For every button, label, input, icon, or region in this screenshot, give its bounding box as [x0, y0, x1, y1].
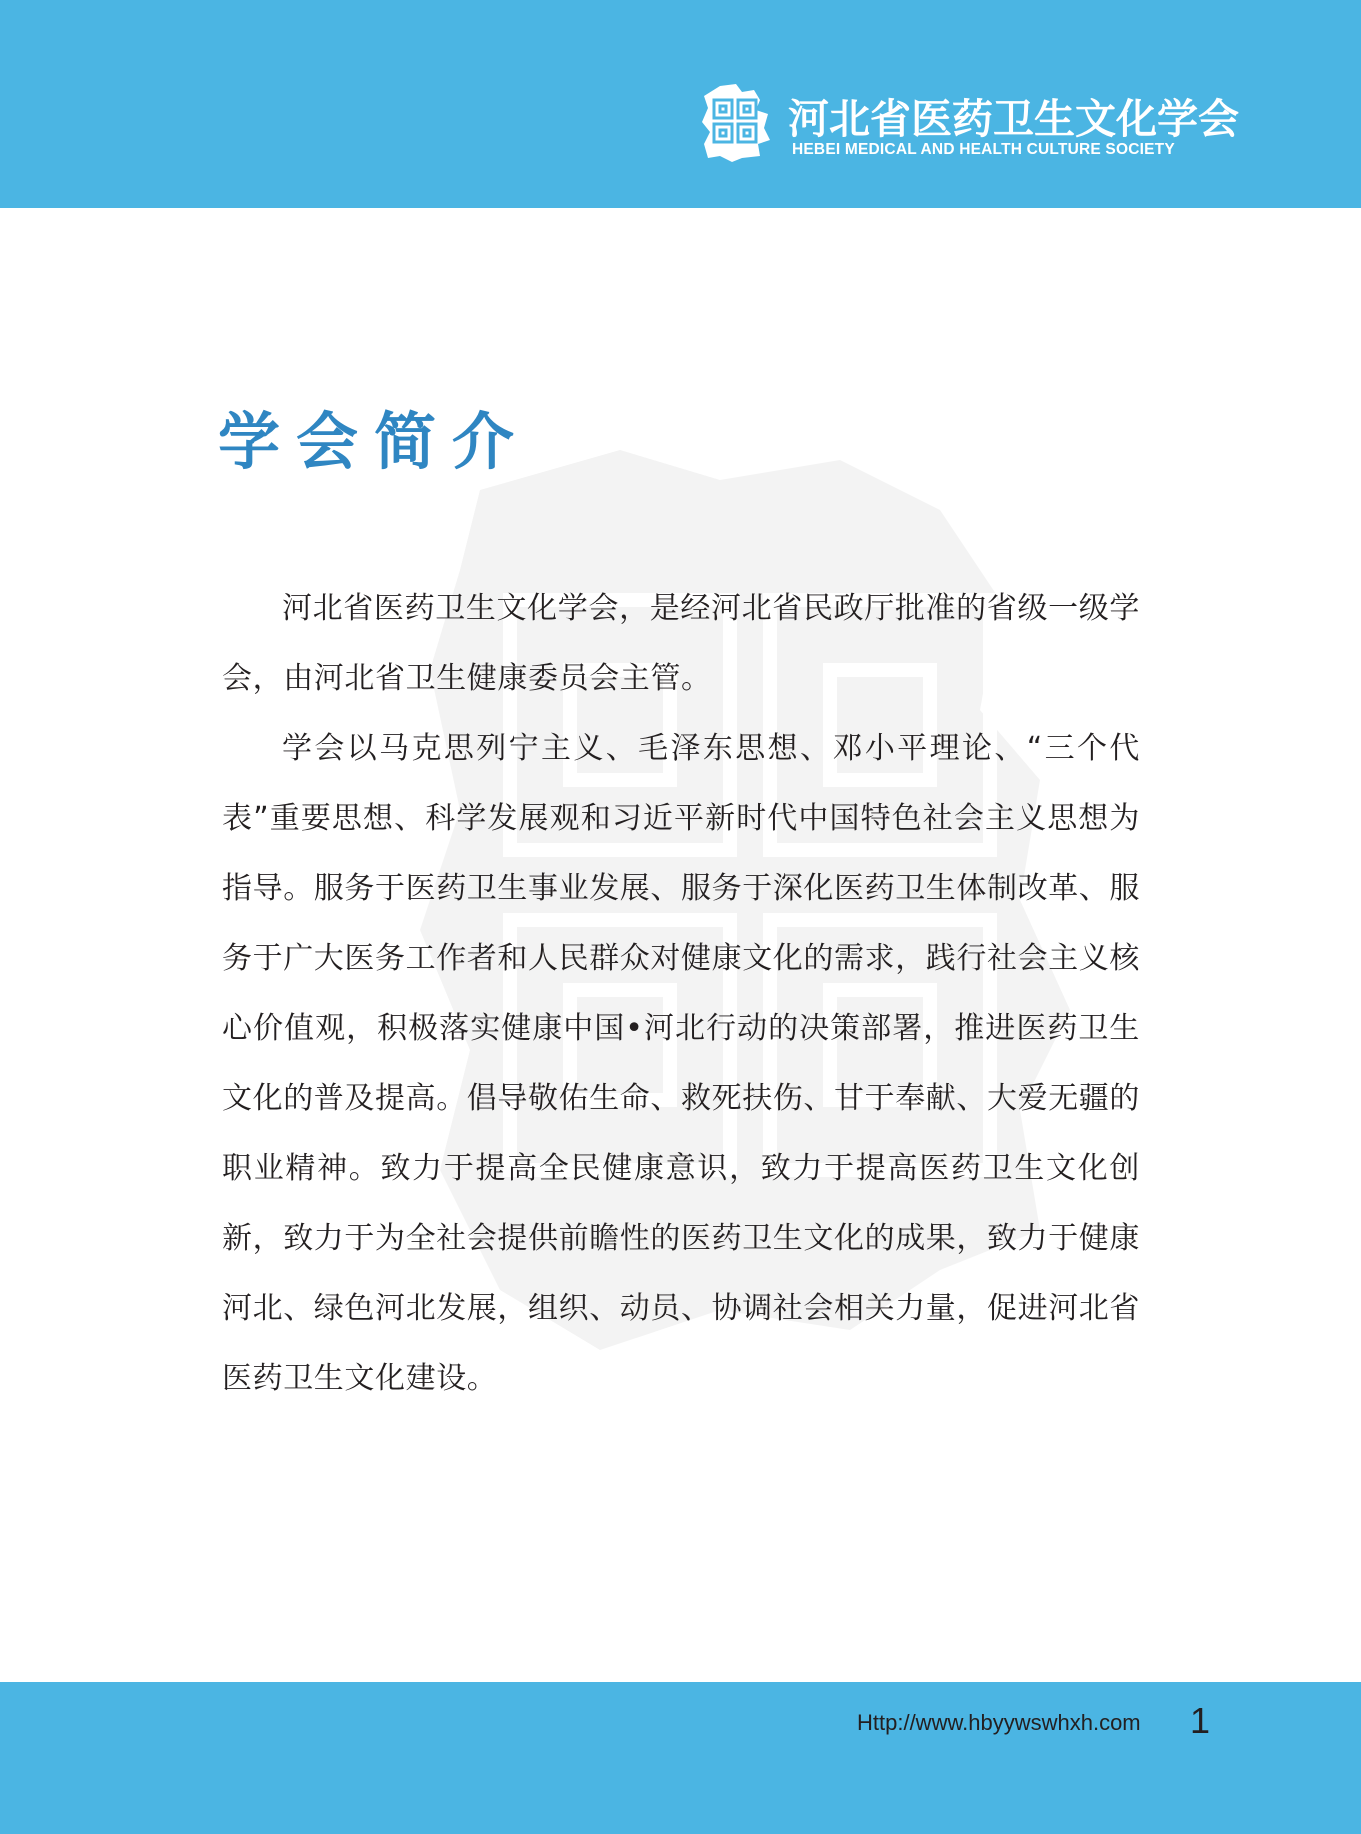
page-title: 学会简介 — [218, 405, 531, 478]
paragraph-2: 学会以马克思列宁主义、毛泽东思想、邓小平理论、“三个代表”重要思想、科学发展观和习近平新时代中国特色社会主义思想为指导。服务于医药卫生事业发展、服务于深化医药卫生体制改革、服务于广大医务工作者和人民群众对健康文化的需求，践行社会主义核心价值观，积极落实健康中国•河北行动的决策部署，推进医药卫生文化的普及提高。倡导敬佑生命、救死扶伤、甘于奉献、大爱无疆的职业精神。致力于提高全民健康意识，致力于提高医药卫生文化创新，致力于为全社会提供前瞻性的医药卫生文化的成果，致力于健康河北、绿色河北发展，组织、动员、协调社会相关力量，促进河北省医药卫生文化建设。 — [222, 731, 1140, 1396]
society-logo-icon — [702, 84, 772, 162]
org-name-en: HEBEI MEDICAL AND HEALTH CULTURE SOCIETY — [792, 141, 1175, 158]
footer-band — [0, 1682, 1361, 1834]
org-name-cn: 河北省医药卫生文化学会 — [788, 95, 1239, 143]
paragraph-1: 河北省医药卫生文化学会，是经河北省民政厅批准的省级一级学会，由河北省卫生健康委员会主管。 — [222, 591, 1140, 696]
content-body — [222, 574, 1140, 1414]
page-number: 1 — [1190, 1700, 1211, 1741]
website-url: Http://www.hbyywswhxh.com — [857, 1710, 1141, 1735]
